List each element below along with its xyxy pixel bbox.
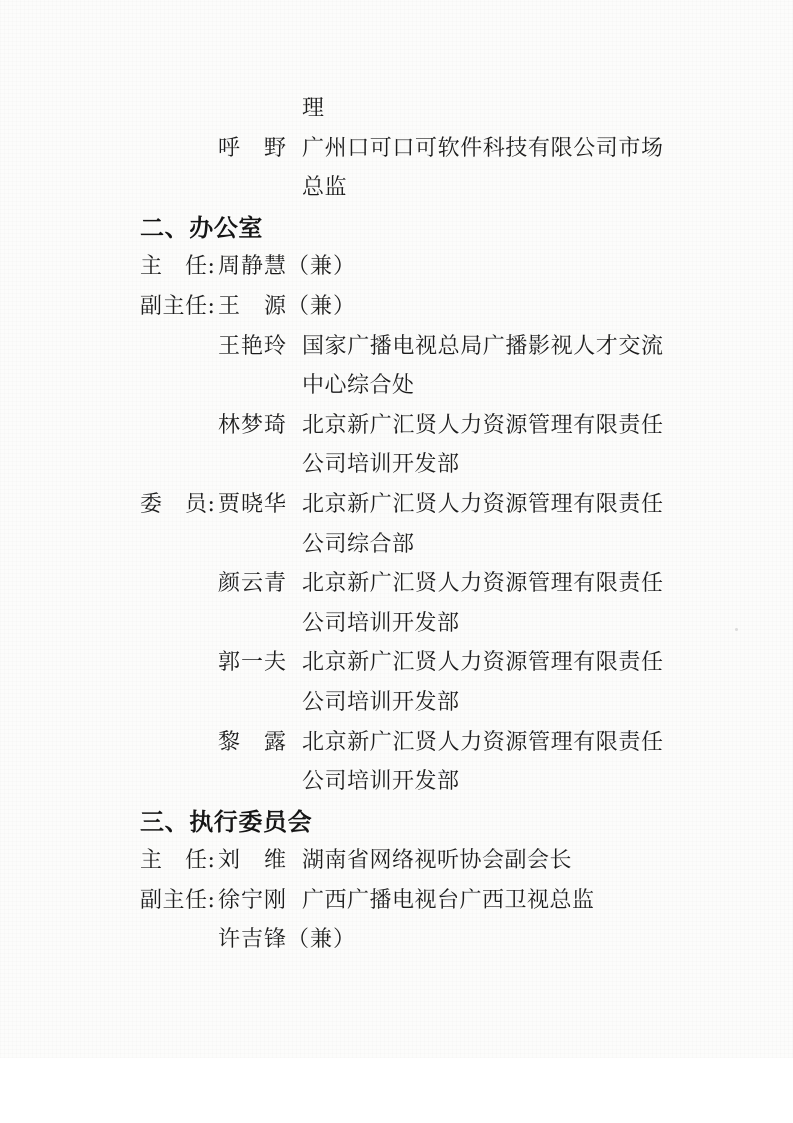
member-row <box>140 848 793 888</box>
affiliation-text: 北京新广汇贤人力资源管理有限责任 <box>302 729 664 755</box>
role-label: 副主任: <box>140 887 216 913</box>
role-label: 副主任: <box>140 293 216 319</box>
affiliation-text: 国家广播电视总局广播影视人才交流 <box>302 333 664 359</box>
member-row <box>140 650 793 690</box>
member-name: 刘 维 <box>218 848 288 874</box>
section-heading: 三、执行委员会 <box>140 807 313 836</box>
affiliation-text: 湖南省网络视听协会副会长 <box>302 848 573 874</box>
member-row <box>140 294 793 334</box>
member-name: 郭一夫 <box>218 650 288 676</box>
member-name: 周静慧（兼） <box>218 254 357 280</box>
affiliation-text: 广西广播电视台广西卫视总监 <box>302 887 595 913</box>
scan-speck <box>735 628 738 631</box>
member-row <box>140 334 793 374</box>
section-heading: 二、办公室 <box>140 213 263 242</box>
affiliation-text: 广州口可口可软件科技有限公司市场 <box>302 135 664 161</box>
member-row <box>140 571 793 611</box>
member-name: 王 源（兼） <box>218 293 357 319</box>
affiliation-text: 公司综合部 <box>302 531 415 557</box>
member-row <box>140 888 793 928</box>
role-label: 主 任: <box>140 848 216 874</box>
role-label: 委 员: <box>140 491 216 517</box>
continuation-line <box>140 96 793 136</box>
member-row <box>140 730 793 770</box>
continuation-line <box>140 769 793 809</box>
continuation-line <box>140 532 793 572</box>
affiliation-text: 总监 <box>302 175 348 201</box>
member-name: 颜云青 <box>218 571 288 597</box>
member-name: 徐宁刚 <box>218 887 288 913</box>
affiliation-text: 理 <box>302 96 325 121</box>
member-row <box>140 136 793 176</box>
member-name: 王艳玲 <box>218 333 288 359</box>
member-name: 林梦琦 <box>218 412 288 438</box>
member-row <box>140 492 793 532</box>
affiliation-text: 北京新广汇贤人力资源管理有限责任 <box>302 571 664 597</box>
section-heading-office <box>140 215 793 255</box>
section-heading-executive-committee <box>140 809 793 849</box>
member-name: 呼 野 <box>218 135 288 161</box>
member-name: 贾晓华 <box>218 491 288 517</box>
continuation-line <box>140 611 793 651</box>
member-row <box>140 254 793 294</box>
affiliation-text: 公司培训开发部 <box>302 452 460 478</box>
affiliation-text: 公司培训开发部 <box>302 769 460 795</box>
continuation-line <box>140 175 793 215</box>
member-row <box>140 927 793 967</box>
continuation-line <box>140 452 793 492</box>
affiliation-text: 公司培训开发部 <box>302 689 460 715</box>
affiliation-text: 北京新广汇贤人力资源管理有限责任 <box>302 491 664 517</box>
affiliation-text: 中心综合处 <box>302 373 415 399</box>
continuation-line <box>140 690 793 730</box>
affiliation-text: 北京新广汇贤人力资源管理有限责任 <box>302 412 664 438</box>
member-name: 黎 露 <box>218 729 288 755</box>
affiliation-text: 北京新广汇贤人力资源管理有限责任 <box>302 650 664 676</box>
affiliation-text: 公司培训开发部 <box>302 610 460 636</box>
member-row <box>140 413 793 453</box>
member-name: 许吉锋（兼） <box>218 927 357 953</box>
continuation-line <box>140 373 793 413</box>
role-label: 主 任: <box>140 254 216 280</box>
